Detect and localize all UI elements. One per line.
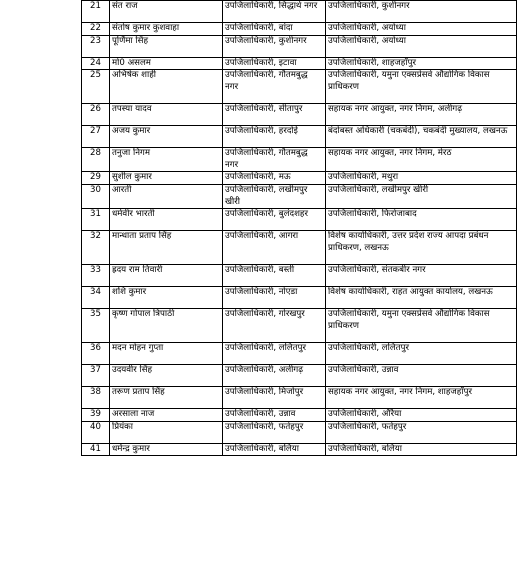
serial-number-cell: 29 [82, 172, 110, 185]
serial-number-cell: 21 [82, 1, 110, 23]
table-row [82, 209, 517, 231]
new-post-cell: उपजिलाधिकारी, यमुना एक्सप्रेसवे औद्योगिक विकास प्राधिकरण [326, 309, 517, 343]
officer-name-cell: कृष्ण गोपाल त्रिपाठी [110, 309, 223, 343]
new-post-cell: बंदोबस्त अधिकारी (चकबंदी), चकबंदी मुख्यालय, लखनऊ [326, 126, 517, 148]
serial-number-cell: 40 [82, 421, 110, 443]
serial-number-cell: 27 [82, 126, 110, 148]
new-post-cell: उपजिलाधिकारी, औरैया [326, 409, 517, 422]
table-row [82, 287, 517, 309]
current-post-cell: उपजिलाधिकारी, गोरखपुर [223, 309, 326, 343]
current-post-cell: उपजिलाधिकारी, मिर्जापुर [223, 387, 326, 409]
new-post-cell: उपजिलाधिकारी, अयोध्या [326, 35, 517, 57]
table-row [82, 126, 517, 148]
officer-name-cell: उदयवीर सिंह [110, 365, 223, 387]
current-post-cell: उपजिलाधिकारी, सिद्धार्थ नगर [223, 1, 326, 23]
current-post-cell: उपजिलाधिकारी, फतेहपुर [223, 421, 326, 443]
serial-number-cell: 32 [82, 231, 110, 265]
new-post-cell: विशेष कार्याधिकारी, राहत आयुक्त कार्यालय, लखनऊ [326, 287, 517, 309]
officer-name-cell: धर्मेन्द्र कुमार [110, 443, 223, 456]
new-post-cell: उपजिलाधिकारी, फिरोजाबाद [326, 209, 517, 231]
serial-number-cell: 22 [82, 23, 110, 36]
officer-name-cell: अरसाला नाज [110, 409, 223, 422]
new-post-cell: उपजिलाधिकारी, उन्नाव [326, 365, 517, 387]
serial-number-cell: 34 [82, 287, 110, 309]
officer-name-cell: अजय कुमार [110, 126, 223, 148]
officer-name-cell: संत राज [110, 1, 223, 23]
current-post-cell: उपजिलाधिकारी, उन्नाव [223, 409, 326, 422]
new-post-cell: उपजिलाधिकारी, मथुरा [326, 172, 517, 185]
new-post-cell: उपजिलाधिकारी, ललितपुर [326, 343, 517, 365]
current-post-cell: उपजिलाधिकारी, हरदोई [223, 126, 326, 148]
current-post-cell: उपजिलाधिकारी, बलिया [223, 443, 326, 456]
table-row [82, 104, 517, 126]
new-post-cell: उपजिलाधिकारी, फतेहपुर [326, 421, 517, 443]
current-post-cell: उपजिलाधिकारी, बुलंदशहर [223, 209, 326, 231]
officer-name-cell: अभिषेक शाही [110, 70, 223, 104]
officer-name-cell: आरती [110, 184, 223, 208]
table-row [82, 231, 517, 265]
table-row [82, 57, 517, 70]
table-body [82, 1, 517, 456]
serial-number-cell: 28 [82, 148, 110, 172]
serial-number-cell: 23 [82, 35, 110, 57]
officer-name-cell: शशि कुमार [110, 287, 223, 309]
table-row [82, 309, 517, 343]
current-post-cell: उपजिलाधिकारी, बस्ती [223, 265, 326, 287]
current-post-cell: उपजिलाधिकारी, इटावा [223, 57, 326, 70]
officer-name-cell: प्रियंका [110, 421, 223, 443]
transfer-table [81, 0, 517, 456]
serial-number-cell: 38 [82, 387, 110, 409]
serial-number-cell: 36 [82, 343, 110, 365]
officer-name-cell: तपस्या यादव [110, 104, 223, 126]
serial-number-cell: 26 [82, 104, 110, 126]
table-row [82, 184, 517, 208]
serial-number-cell: 31 [82, 209, 110, 231]
new-post-cell: सहायक नगर आयुक्त, नगर निगम, अलीगढ़ [326, 104, 517, 126]
table-row [82, 172, 517, 185]
officer-name-cell: तनुजा निगम [110, 148, 223, 172]
current-post-cell: उपजिलाधिकारी, सीतापुर [223, 104, 326, 126]
officer-name-cell: धर्मवीर भारती [110, 209, 223, 231]
current-post-cell: उपजिलाधिकारी, कुशीनगर [223, 35, 326, 57]
serial-number-cell: 30 [82, 184, 110, 208]
table-row [82, 443, 517, 456]
table-row [82, 365, 517, 387]
new-post-cell: उपजिलाधिकारी, बलिया [326, 443, 517, 456]
new-post-cell: उपजिलाधिकारी, लखीमपुर खीरी [326, 184, 517, 208]
serial-number-cell: 41 [82, 443, 110, 456]
current-post-cell: उपजिलाधिकारी, लखीमपुर खीरी [223, 184, 326, 208]
new-post-cell: सहायक नगर आयुक्त, नगर निगम, मेरठ [326, 148, 517, 172]
new-post-cell: उपजिलाधिकारी, संतकबीर नगर [326, 265, 517, 287]
officer-name-cell: ह्रदय राम तिवारी [110, 265, 223, 287]
new-post-cell: उपजिलाधिकारी, शाहजहाँपुर [326, 57, 517, 70]
new-post-cell: उपजिलाधिकारी, अयोध्या [326, 23, 517, 36]
officer-name-cell: संतोष कुमार कुशवाहा [110, 23, 223, 36]
current-post-cell: उपजिलाधिकारी, अलीगढ़ [223, 365, 326, 387]
current-post-cell: उपजिलाधिकारी, ललितपुर [223, 343, 326, 365]
table-row [82, 148, 517, 172]
current-post-cell: उपजिलाधिकारी, गौतमबुद्ध नगर [223, 148, 326, 172]
serial-number-cell: 24 [82, 57, 110, 70]
table-row [82, 409, 517, 422]
new-post-cell: विशेष कार्याधिकारी, उत्तर प्रदेश राज्य आपदा प्रबंधन प्राधिकरण, लखनऊ [326, 231, 517, 265]
current-post-cell: उपजिलाधिकारी, नोएडा [223, 287, 326, 309]
new-post-cell: उपजिलाधिकारी, यमुना एक्सप्रेसवे औद्योगिक विकास प्राधिकरण [326, 70, 517, 104]
current-post-cell: उपजिलाधिकारी, बांदा [223, 23, 326, 36]
table-row [82, 23, 517, 36]
table-row [82, 70, 517, 104]
table-row [82, 387, 517, 409]
new-post-cell: उपजिलाधिकारी, कुशीनगर [326, 1, 517, 23]
table-row [82, 265, 517, 287]
table-row [82, 35, 517, 57]
serial-number-cell: 35 [82, 309, 110, 343]
officer-name-cell: मो0 असलम [110, 57, 223, 70]
officer-name-cell: पूर्णिमा सिंह [110, 35, 223, 57]
current-post-cell: उपजिलाधिकारी, मऊ [223, 172, 326, 185]
officer-name-cell: तरूण प्रताप सिंह [110, 387, 223, 409]
serial-number-cell: 25 [82, 70, 110, 104]
serial-number-cell: 39 [82, 409, 110, 422]
officer-name-cell: मदन मोहन गुप्ता [110, 343, 223, 365]
table-row [82, 343, 517, 365]
table-row [82, 421, 517, 443]
serial-number-cell: 37 [82, 365, 110, 387]
officer-name-cell: मान्धाता प्रताप सिंह [110, 231, 223, 265]
officer-name-cell: सुशील कुमार [110, 172, 223, 185]
serial-number-cell: 33 [82, 265, 110, 287]
current-post-cell: उपजिलाधिकारी, गौतमबुद्ध नगर [223, 70, 326, 104]
current-post-cell: उपजिलाधिकारी, आगरा [223, 231, 326, 265]
table-row [82, 1, 517, 23]
new-post-cell: सहायक नगर आयुक्त, नगर निगम, शाहजहाँपुर [326, 387, 517, 409]
